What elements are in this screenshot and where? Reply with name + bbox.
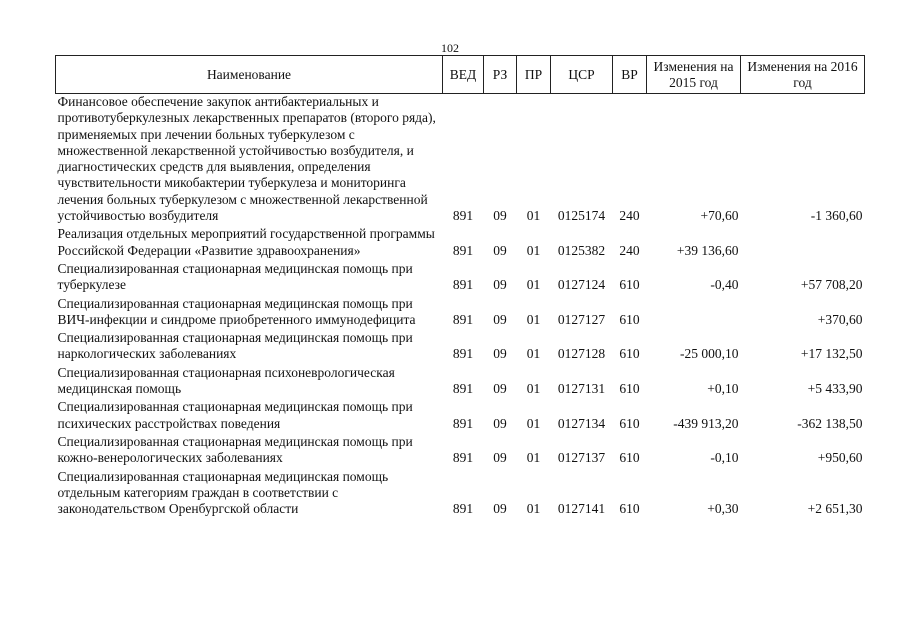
header-pr: ПР — [517, 56, 551, 94]
row-rz: 09 — [493, 242, 507, 258]
row-change-2015: +39 136,60 — [676, 242, 739, 258]
row-vr: 610 — [619, 415, 640, 431]
header-change-2015: Изменения на 2015 год — [647, 56, 741, 94]
header-rz: РЗ — [484, 56, 517, 94]
row-vr: 610 — [619, 346, 640, 362]
row-csr: 0127134 — [557, 415, 606, 431]
row-rz: 09 — [493, 381, 507, 397]
row-name: Специализированная стационарная медицинская помощь при туберкулезе — [57, 260, 413, 293]
table-header-row — [56, 56, 865, 94]
table-row — [56, 330, 865, 365]
row-change-2016: +370,60 — [817, 311, 863, 327]
row-vr: 240 — [619, 208, 640, 224]
table-row — [56, 434, 865, 469]
row-ved: 891 — [452, 501, 474, 517]
row-name: Специализированная стационарная психоневрологическая медицинская помощь — [57, 364, 395, 397]
row-csr: 0125174 — [557, 208, 606, 224]
row-change-2016: +17 132,50 — [800, 346, 863, 362]
header-ved: ВЕД — [443, 56, 484, 94]
row-rz: 09 — [493, 346, 507, 362]
row-pr: 01 — [526, 346, 541, 362]
row-change-2016: +2 651,30 — [807, 501, 863, 517]
row-name: Специализированная стационарная медицинская помощь отдельным категориям граждан в соответствии с законодательством Оренбургской области — [57, 468, 389, 517]
row-pr: 01 — [526, 311, 541, 327]
row-name: Специализированная стационарная медицинская помощь при ВИЧ-инфекции и синдроме приобретенного иммунодефицита — [57, 295, 416, 327]
row-name: Специализированная стационарная медицинская помощь при наркологических заболеваниях — [57, 330, 413, 362]
table-body — [56, 94, 865, 520]
table-row — [56, 226, 865, 261]
table-row — [56, 296, 865, 331]
row-change-2016: +950,60 — [817, 450, 863, 466]
row-change-2016: -1 360,60 — [810, 208, 863, 224]
row-vr: 610 — [619, 277, 640, 293]
header-csr: ЦСР — [551, 56, 613, 94]
row-rz: 09 — [493, 450, 507, 466]
row-change-2015: +0,10 — [707, 381, 739, 397]
row-rz: 09 — [493, 311, 507, 327]
row-vr: 610 — [619, 381, 640, 397]
row-change-2015: -25 000,10 — [680, 346, 739, 362]
row-name: Специализированная стационарная медицинская помощь при психических расстройствах поведения — [57, 399, 413, 431]
page-number: 102 — [441, 41, 459, 55]
row-vr: 240 — [619, 242, 640, 258]
header-vr: ВР — [613, 56, 647, 94]
row-ved: 891 — [452, 208, 474, 224]
table-row — [56, 261, 865, 296]
row-change-2015: -0,40 — [710, 277, 739, 293]
row-change-2015: -0,10 — [710, 450, 739, 466]
header-change-2016: Изменения на 2016 год — [741, 56, 865, 94]
table-row — [56, 399, 865, 434]
row-change-2015: +0,30 — [707, 501, 739, 517]
table-row — [56, 365, 865, 400]
row-ved: 891 — [452, 415, 474, 431]
row-change-2016 — [741, 226, 865, 261]
row-ved: 891 — [452, 381, 474, 397]
row-change-2016: -362 138,50 — [797, 415, 863, 431]
row-ved: 891 — [452, 311, 474, 327]
row-pr: 01 — [526, 501, 541, 517]
row-pr: 01 — [526, 242, 541, 258]
row-change-2015: +70,60 — [700, 208, 739, 224]
row-change-2016: +57 708,20 — [800, 277, 863, 293]
row-name: Финансовое обеспечение закупок антибактериальных и противотуберкулезных лекарственных препаратов (второго ряда), применяемых при лечении больных туберкулезом с множественной лекарственной устойчивостью возбудителя, и диагностических средств для выявления, определения чувствительности микобактерии туберкулеза и мониторинга лечения больных туберкулезом с множественной лекарственной устойчивостью возбудителя — [57, 94, 436, 224]
row-csr: 0127127 — [557, 311, 606, 327]
row-ved: 891 — [452, 450, 474, 466]
row-csr: 0127137 — [557, 450, 606, 466]
row-pr: 01 — [526, 415, 541, 431]
row-ved: 891 — [452, 242, 474, 258]
row-pr: 01 — [526, 277, 541, 293]
table-row — [56, 94, 865, 227]
row-name: Специализированная стационарная медицинская помощь при кожно-венерологических заболеваниях — [57, 433, 413, 466]
row-rz: 09 — [493, 415, 507, 431]
row-csr: 0127131 — [557, 381, 606, 397]
row-rz: 09 — [493, 501, 507, 517]
row-ved: 891 — [452, 346, 474, 362]
row-rz: 09 — [493, 208, 507, 224]
row-csr: 0127124 — [557, 277, 606, 293]
row-change-2015: -439 913,20 — [673, 415, 739, 431]
row-pr: 01 — [526, 450, 541, 466]
row-name: Реализация отдельных мероприятий государственной программы Российской Федерации «Развитие здравоохранения» — [57, 226, 435, 258]
header-name: Наименование — [56, 56, 443, 94]
row-vr: 610 — [619, 450, 640, 466]
budget-table — [55, 55, 865, 519]
row-csr: 0127141 — [557, 501, 606, 517]
row-pr: 01 — [526, 381, 541, 397]
row-vr: 610 — [619, 311, 640, 327]
row-csr: 0125382 — [557, 242, 606, 258]
row-ved: 891 — [452, 277, 474, 293]
row-change-2016: +5 433,90 — [807, 381, 863, 397]
row-pr: 01 — [526, 208, 541, 224]
table-row — [56, 469, 865, 520]
row-change-2015 — [647, 296, 741, 331]
row-rz: 09 — [493, 277, 507, 293]
row-vr: 610 — [619, 501, 640, 517]
row-csr: 0127128 — [557, 346, 606, 362]
